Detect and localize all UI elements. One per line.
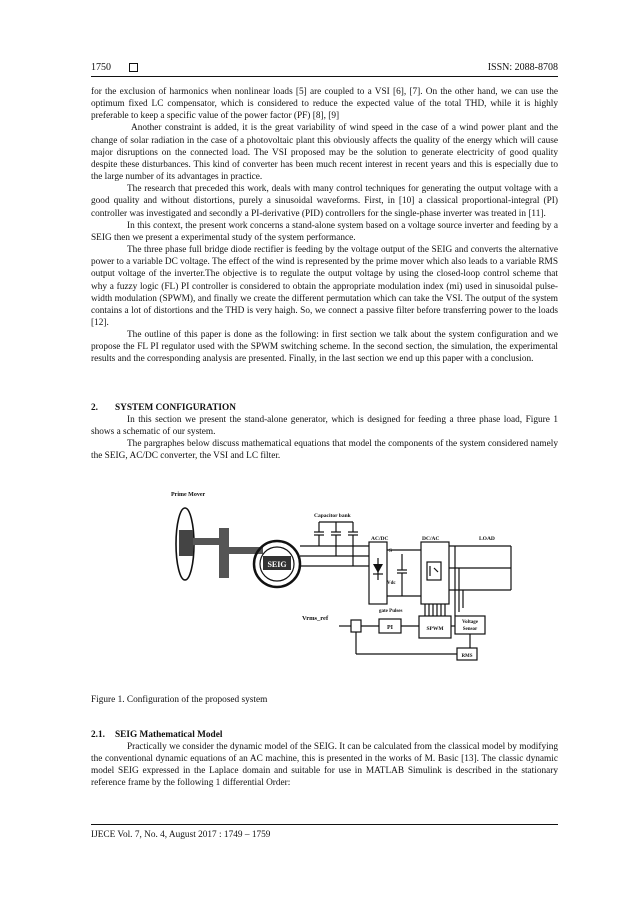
- pi-label: PI: [387, 625, 393, 632]
- running-footer: IJECE Vol. 7, No. 4, August 2017 : 1749 – 1759: [91, 830, 271, 840]
- capacitor-bank: [314, 522, 358, 566]
- page-body: [91, 86, 558, 789]
- summing-junction: [351, 620, 361, 632]
- paragraph: Another constraint is added, it is the great variability of wind speed in the case of a wind power plant and the change of solar radiation in the case of a photovoltaic plant this obviously affects the quality of the energy which will cause major disruptions on the connected load. The VSI proposed may be the solution to generate electricity of good quality despite these disturbances. This kind of converter has been much recent interest in recent years and this is especially due to the large number of its advantages in practice.: [91, 123, 558, 183]
- acdc-label: AC/DC: [371, 536, 389, 543]
- vrms-ref-label: Vrms_ref: [302, 615, 329, 623]
- voltage-sensor-label: Sensor: [462, 627, 478, 633]
- paragraph: Practically we consider the dynamic model of the SEIG. It can be calculated from the classical model by modifying the conventional dynamic equations of an AC machine, this is presented in the works of M. Basic [13]. The classic dynamic model SEIG expressed in the Laplace domain and suitable for use in MATLAB Simulink is described in the stationary reference frame by the following 1 differential Order:: [91, 741, 558, 789]
- figure-1: [91, 488, 558, 688]
- subsection-title: SEIG Mathematical Model: [115, 729, 223, 740]
- issn: ISSN: 2088-8708: [487, 62, 558, 73]
- footer-rule: [91, 824, 558, 825]
- wind-turbine-icon: [176, 508, 263, 580]
- section-heading: [91, 402, 558, 414]
- spwm-label: SPWM: [426, 626, 444, 633]
- subsection-heading: [91, 729, 558, 741]
- system-diagram: [139, 488, 519, 688]
- section-number: 2.: [91, 402, 98, 413]
- square-icon: [129, 63, 138, 72]
- seig-machine: [254, 541, 300, 587]
- paragraph: The pargraphes below discuss mathematical equations that model the components of the system considered namely the SEIG, AC/DC converter, the VSI and LC filter.: [91, 439, 558, 462]
- gate-pulse-lines: [425, 604, 445, 616]
- paragraph: The research that preceded this work, deals with many control techniques for generating the output voltage with a good quality and without distortions, purely a sinusoidal waveforms. First, in [10] a classical proportional-integral (PI) controller was investigated and secondly a PI-derivative (PID) controllers for the single-phase inverter was treated in [11].: [91, 184, 558, 219]
- header-rule: [91, 76, 558, 77]
- dcac-label: DC/AC: [422, 536, 440, 543]
- subsection-number: 2.1.: [91, 729, 105, 740]
- load-label: LOAD: [479, 536, 495, 543]
- vdc-label: Vdc: [387, 581, 396, 587]
- paragraph: The three phase full bridge diode rectifier is feeding by the voltage output of the SEIG and converts the alternative power to a variable DC voltage. The effect of the wind is represented by the prime mover which also leads to a variable RMS output voltage of the inverter.The objective is to regulate the output voltage by using the closed-loop control scheme that why a fuzzy logic (FL) PI controller is considered to obtain the appropriate modulation index (mi) used in sinusoidal pulse-width modulation (SPWM), and finally we create the different permutation which can take the VSI. The output of the system contains a lot of distortions and the THD is very haigh. So, we connect a passive filter before transferring power to the loads [12].: [91, 245, 558, 328]
- page-number: 1750: [91, 62, 111, 73]
- dcac-inverter: [421, 542, 449, 604]
- paragraph: The outline of this paper is done as the following: in first section we talk about the system configuration and we propose the FL PI regulator used with the SPWM switching scheme. In the second section, the simulation, the experimental results and the corresponding analysis are presented. Finally, in the last section we end up this paper with a conclusion.: [91, 330, 558, 365]
- gate-pulses-label: gate Pulses: [379, 609, 403, 615]
- capacitor-bank-label: Capacitor bank: [314, 513, 351, 520]
- rms-label: RMS: [461, 654, 473, 660]
- paragraph: In this section we present the stand-alone generator, which is designed for feeding a three phase load, Figure 1 shows a schematic of our system.: [91, 414, 558, 437]
- paragraph: for the exclusion of harmonics when nonlinear loads [5] are coupled to a VSI [6], [7]. On the other hand, we can use the optimum fixed LC compensator, which is considered to reduce the expected value of the total THD, while it is highly preferable to keep a specific value of the power factor (PF) [8], [9]: [91, 87, 558, 122]
- section-title: SYSTEM CONFIGURATION: [115, 402, 236, 413]
- paragraph: In this context, the present work concerns a stand-alone system based on a voltage source inverter and feeding by a SEIG then we present a experimental study of the system performance.: [91, 220, 558, 243]
- voltage-sensor-label: Voltage: [462, 620, 478, 626]
- prime-mover-label: Prime Mover: [171, 492, 206, 499]
- figure-caption: Figure 1. Configuration of the proposed system: [91, 695, 268, 706]
- seig-label: SEIG: [267, 560, 287, 570]
- switch-s-label: S: [389, 548, 393, 555]
